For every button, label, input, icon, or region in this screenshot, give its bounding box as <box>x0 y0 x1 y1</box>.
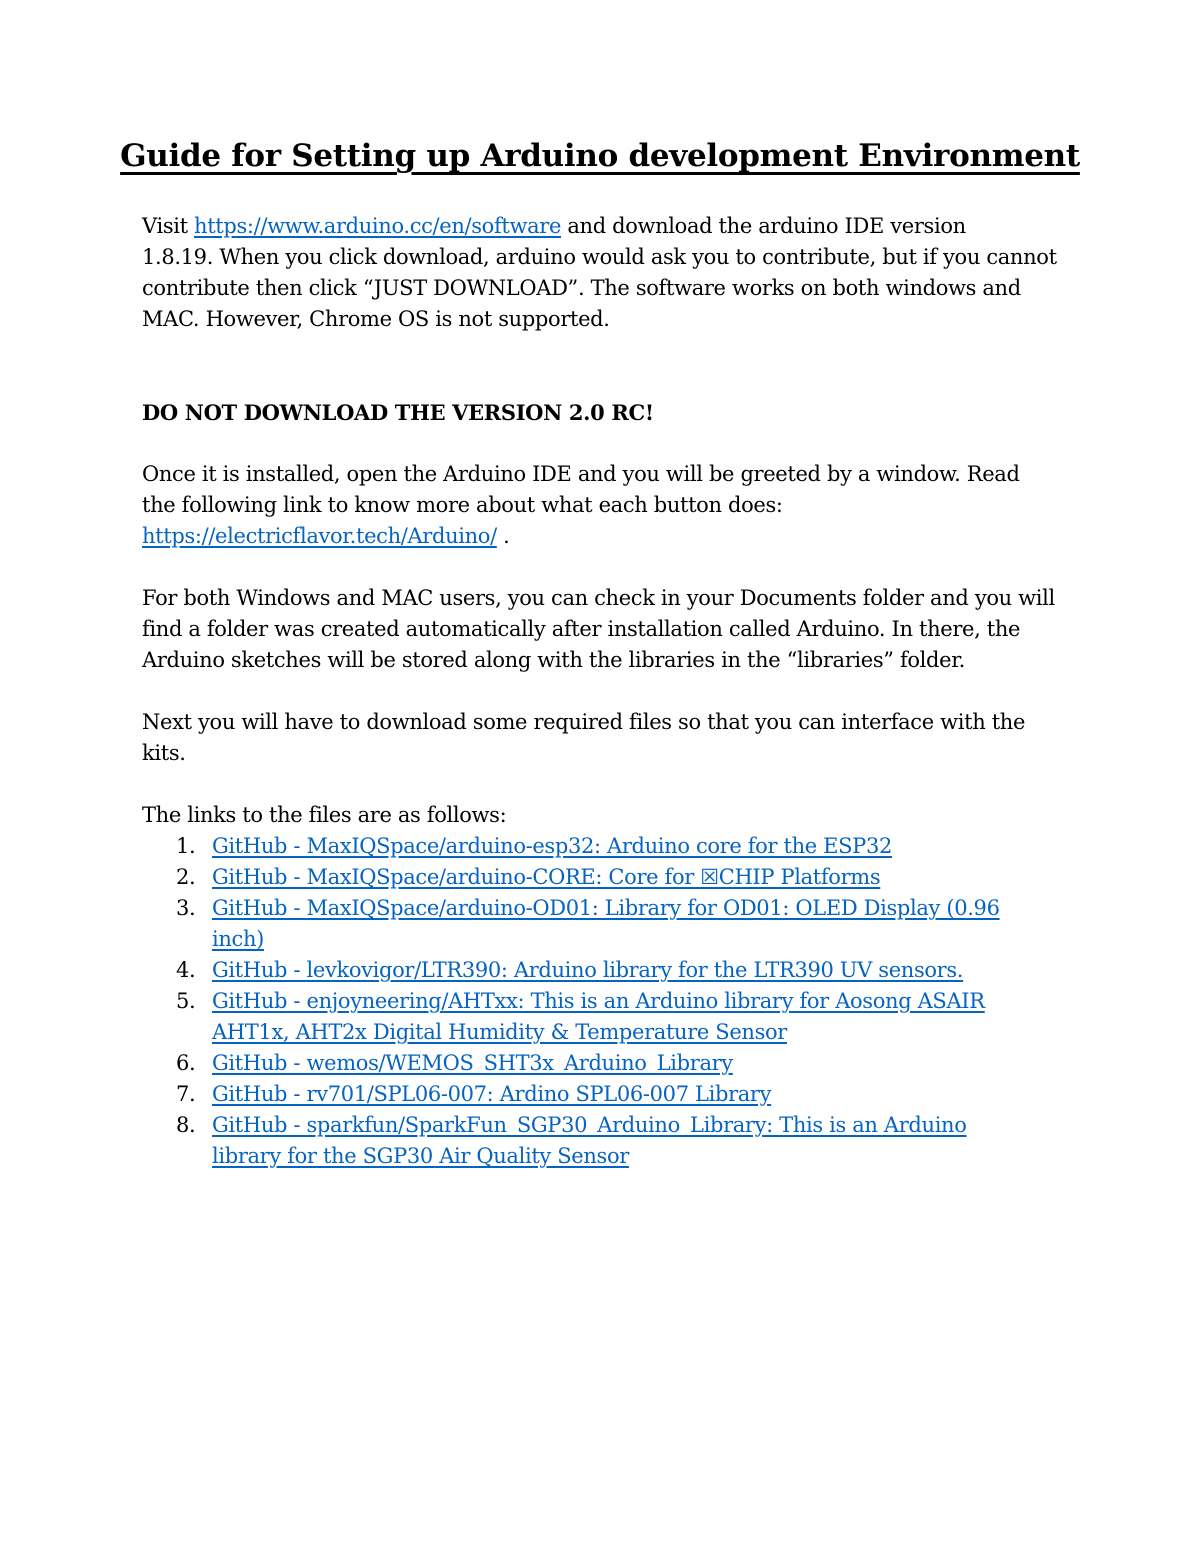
link-text: AHT1x, AHT2x Digital Humidity & Temperature Sensor <box>212 1020 787 1044</box>
next-line-1: Next you will have to download some required files so that you can interface with the <box>142 710 1026 734</box>
github-link-arduino-core[interactable] <box>212 865 880 889</box>
download-links-list <box>142 831 1072 1172</box>
list-item <box>142 893 1072 955</box>
warning-text: DO NOT DOWNLOAD THE VERSION 2.0 RC! <box>142 400 654 425</box>
github-link-ltr390[interactable] <box>212 958 963 982</box>
intro-paragraph <box>142 211 1072 335</box>
intro-line-1 <box>142 214 966 238</box>
documents-paragraph <box>142 583 1072 676</box>
github-link-arduino-esp32[interactable] <box>212 834 892 858</box>
link-text: GitHub - MaxIQSpace/arduino-OD01: Library for OD01: OLED Display (0.96 <box>212 896 1000 920</box>
list-item <box>142 1079 1072 1110</box>
installed-suffix: . <box>496 524 510 548</box>
list-number: 6. <box>176 1051 196 1075</box>
documents-line-1: For both Windows and MAC users, you can check in your Documents folder and you will <box>142 586 1055 610</box>
list-number: 3. <box>176 896 196 920</box>
github-link-ahtxx[interactable] <box>212 989 985 1044</box>
link-text: GitHub - MaxIQSpace/arduino-esp32: Arduino core for the ESP32 <box>212 834 892 858</box>
link-text: GitHub - enjoyneering/AHTxx: This is an Arduino library for Aosong ASAIR <box>212 989 985 1013</box>
link-text: GitHub - rv701/SPL06-007: Ardino SPL06-007 Library <box>212 1082 772 1106</box>
list-item <box>142 1048 1072 1079</box>
intro-line-2: 1.8.19. When you click download, arduino would ask you to contribute, but if you cannot <box>142 245 1057 269</box>
intro-line-3: contribute then click “JUST DOWNLOAD”. The software works on both windows and <box>142 276 1021 300</box>
list-number: 7. <box>176 1082 196 1106</box>
next-paragraph <box>142 707 1072 769</box>
link-text: GitHub - levkovigor/LTR390: Arduino library for the LTR390 UV sensors. <box>212 958 964 982</box>
installed-paragraph <box>142 459 1072 552</box>
links-intro: The links to the files are as follows: <box>142 803 507 827</box>
installed-line-2: the following link to know more about what each button does: <box>142 493 783 517</box>
intro-line-4: MAC. However, Chrome OS is not supported. <box>142 307 610 331</box>
github-link-arduino-od01[interactable] <box>212 896 1000 951</box>
list-number: 1. <box>176 834 196 858</box>
github-link-spl06-007[interactable] <box>212 1082 771 1106</box>
link-text: GitHub - sparkfun/SparkFun_SGP30_Arduino_Library: This is an Arduino <box>212 1113 967 1137</box>
intro-prefix: Visit <box>142 214 195 238</box>
list-number: 4. <box>176 958 196 982</box>
intro-line-1-rest: and download the arduino IDE version <box>561 214 966 238</box>
document-body <box>142 211 1072 1172</box>
documents-line-2: find a folder was created automatically after installation called Arduino. In there, the <box>142 617 1021 641</box>
link-text: GitHub - wemos/WEMOS_SHT3x_Arduino_Library <box>212 1051 733 1075</box>
electricflavor-link[interactable]: https://electricflavor.tech/Arduino/ <box>142 524 497 548</box>
page-title: Guide for Setting up Arduino development Environment <box>120 138 1080 174</box>
list-number: 2. <box>176 865 196 889</box>
github-link-sgp30[interactable] <box>212 1113 967 1168</box>
github-link-wemos-sht3x[interactable] <box>212 1051 733 1075</box>
list-item <box>142 862 1072 893</box>
link-text: library for the SGP30 Air Quality Sensor <box>212 1144 629 1168</box>
documents-line-3: Arduino sketches will be stored along with the libraries in the “libraries” folder. <box>142 648 965 672</box>
list-number: 5. <box>176 989 196 1013</box>
list-number: 8. <box>176 1113 196 1137</box>
link-text: GitHub - MaxIQSpace/arduino-CORE: Core for ☒CHIP Platforms <box>212 865 881 889</box>
list-item <box>142 986 1072 1048</box>
next-line-2: kits. <box>142 741 186 765</box>
installed-line-1: Once it is installed, open the Arduino IDE and you will be greeted by a window. Read <box>142 462 1020 486</box>
arduino-software-link[interactable]: https://www.arduino.cc/en/software <box>194 214 562 238</box>
link-text: inch) <box>212 927 264 951</box>
list-item <box>142 1110 1072 1172</box>
list-item <box>142 955 1072 986</box>
list-item <box>142 831 1072 862</box>
